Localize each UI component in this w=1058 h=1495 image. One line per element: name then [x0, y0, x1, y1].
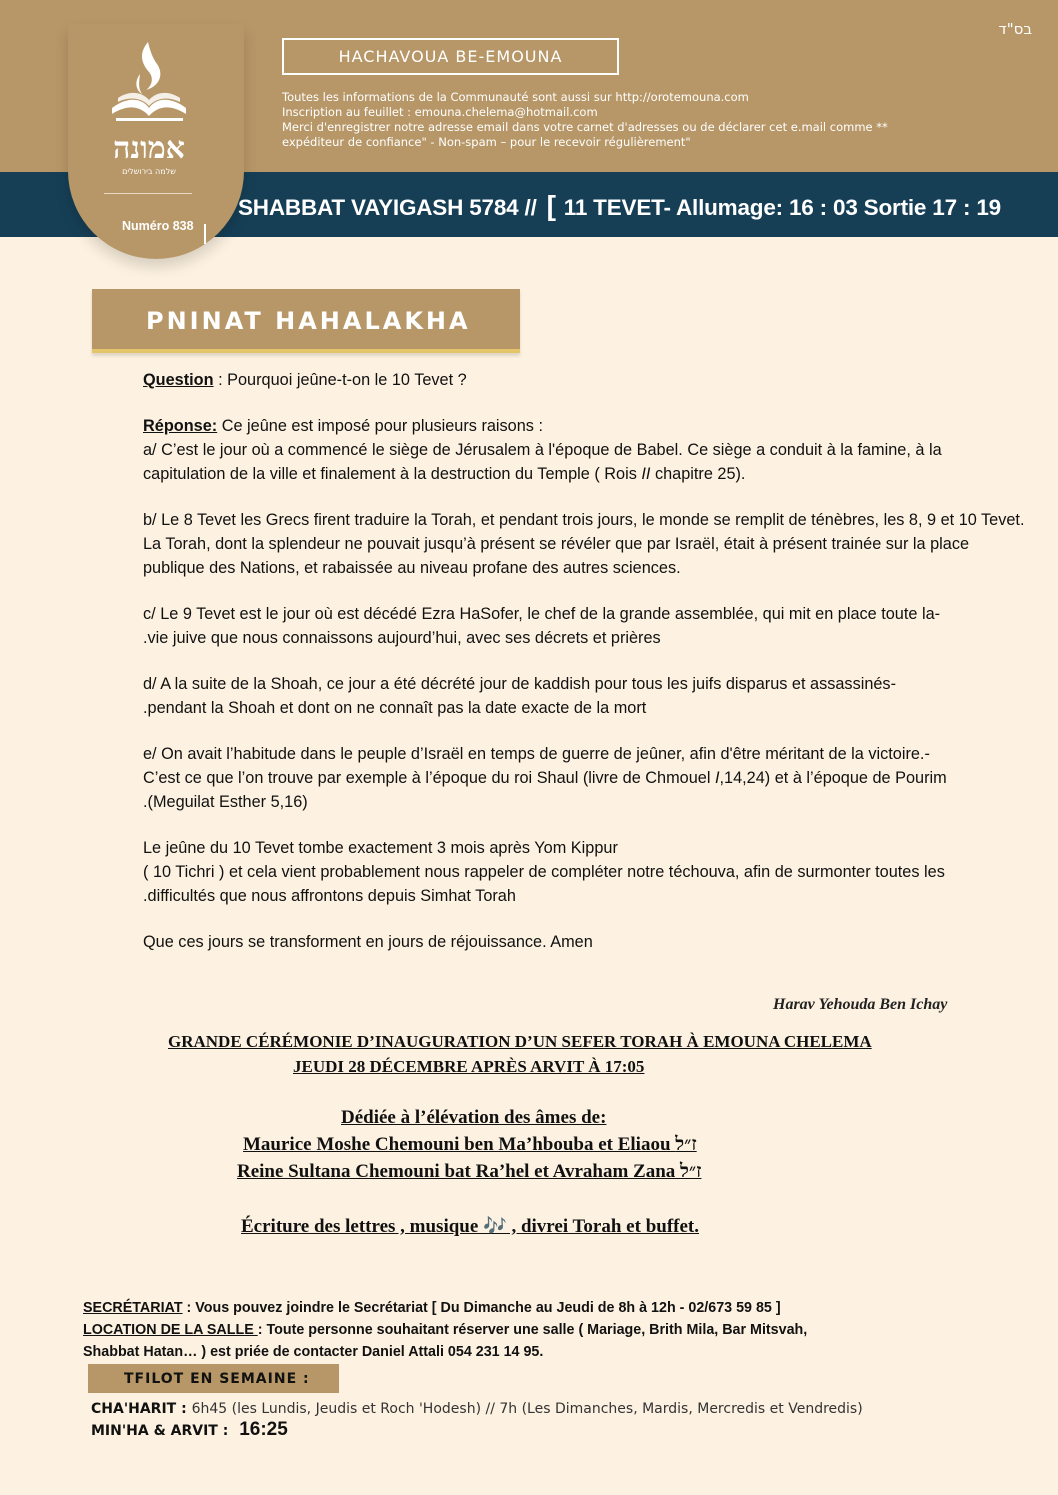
ceremony-date: JEUDI 28 DÉCEMBRE APRÈS ARVIT À 17:05 [293, 1057, 645, 1076]
logo-divider [104, 193, 192, 194]
conclusion-line3: .difficultés que nous affrontons depuis Simhat Torah [143, 887, 516, 905]
shabbat-times [238, 190, 1001, 222]
ceremony-title: GRANDE CÉRÉMONIE D’INAUGURATION D’UN SEFER TORAH À EMOUNA CHELEMA [168, 1032, 872, 1051]
question-text: : Pourquoi jeûne-t-on le 10 Tevet ? [213, 371, 467, 389]
closing-blessing: Que ces jours se transforment en jours de réjouissance. Amen [143, 933, 593, 951]
conclusion-line2: ( 10 Tichri ) et cela vient probablement nous rappeler de compléter notre téchouva, afin de surmonter toutes les [143, 863, 945, 881]
ceremony-dedication: Dédiée à l’élévation des âmes de: [341, 1107, 607, 1128]
reason-d-line1: d/ A la suite de la Shoah, ce jour a été décrété jour de kaddish pour tous les juifs disparus et assassinés- [143, 675, 896, 693]
parasha-name: SHABBAT VAYIGASH 5784 // [238, 195, 537, 220]
secretariat-line [83, 1297, 807, 1319]
chaharit-schedule [91, 1401, 863, 1417]
reason-a-italic: II [641, 465, 651, 483]
info-line-inscription: Inscription au feuillet : emouna.chelema@hotmail.com [282, 105, 598, 119]
reason-e-line3: .(Meguilat Esther 5,16) [143, 793, 308, 811]
question-paragraph [143, 368, 1028, 392]
reason-d [143, 672, 1028, 720]
bracket-mark: [ [546, 190, 556, 221]
reason-e-line2-end: ,14,24) et à l’époque de Pourim [719, 769, 947, 787]
section-title-banner [92, 289, 520, 353]
location-line [83, 1319, 807, 1341]
newsletter-title: HACHAVOUA BE-EMOUNA [282, 38, 619, 75]
question-label: Question [143, 371, 214, 389]
chaharit-times: 6h45 (les Lundis, Jeudis et Roch 'Hodesh) // 7h (Les Dimanches, Mardis, Mercredis et Vendredis) [191, 1401, 863, 1417]
reason-e-line2 [143, 769, 947, 787]
reason-e-line1: e/ On avait l’habitude dans le peuple d’Israël en temps de guerre de jeûner, afin d'être méritant de la victoire.- [143, 745, 930, 763]
reason-a-end: chapitre 25). [650, 465, 746, 483]
reason-b: b/ Le 8 Tevet les Grecs firent traduire la Torah, et pendant trois jours, le monde se remplit de ténèbres, les 8, 9 et 10 Tevet. La Torah, dont la splendeur ne pouvait jusqu’à présent se révéler que par Israël, était à présent trainée sur la place publique des Nations, et rabaissée au niveau profane des autres sciences. [143, 511, 1025, 577]
secretariat-text: : Vous pouvez joindre le Secrétariat [ Du Dimanche au Jeudi de 8h à 12h - 02/673 59 85 ] [182, 1300, 781, 1316]
section-title: PNINAT HAHALAKHA [146, 307, 471, 335]
emouna-logo-icon [102, 38, 197, 178]
reason-c [143, 602, 1028, 650]
answer-label: Réponse: [143, 417, 218, 435]
minha-label: MIN'HA & ARVIT : [91, 1423, 234, 1439]
secretariat-label: SECRÉTARIAT [83, 1300, 183, 1316]
info-line-website: Toutes les informations de la Communauté sont aussi sur http://orotemouna.com [282, 90, 749, 104]
issue-number: Numéro 838 [122, 219, 194, 233]
reason-e-line2-start: C’est ce que l’on trouve par exemple à l’époque du roi Shaul (livre de Chmouel [143, 769, 715, 787]
halakha-article [143, 368, 1028, 976]
answer-paragraph [143, 414, 1028, 486]
conclusion-line1: Le jeûne du 10 Tevet tombe exactement 3 mois après Yom Kippur [143, 839, 618, 857]
info-line-spam-note: expéditeur de confiance" - Non-spam – pour le recevoir régulièrement" [282, 135, 691, 149]
tfilot-title: TFILOT EN SEMAINE : [88, 1364, 339, 1393]
svg-text:שלמה בירושלים: שלמה בירושלים [122, 167, 176, 176]
location-label: LOCATION DE LA SALLE [83, 1322, 258, 1338]
conclusion-paragraph [143, 836, 1028, 908]
answer-intro: Ce jeûne est imposé pour plusieurs raisons : [217, 417, 543, 435]
reason-c-line2: .vie juive que nous connaissons aujourd’hui, avec ses décrets et prières [143, 629, 661, 647]
reason-e [143, 742, 1028, 814]
reason-e-italic: I [714, 769, 720, 787]
author-signature: Harav Yehouda Ben Ichay [773, 996, 948, 1013]
ceremony-name-1: Maurice Moshe Chemouni ben Ma’hbouba et Eliaou ז״ל [243, 1134, 697, 1155]
ceremony-program: Écriture des lettres , musique 🎶 , divrei Torah et buffet. [241, 1216, 699, 1237]
community-info [282, 90, 888, 150]
reason-d-line2: .pendant la Shoah et dont on ne connaît pas la date exacte de la mort [143, 699, 647, 717]
candle-lighting-times: 11 TEVET- Allumage: 16 : 03 Sortie 17 : 19 [563, 195, 1001, 220]
chaharit-label: CHA'HARIT : [91, 1401, 192, 1417]
svg-text:אמונה: אמונה [113, 131, 185, 166]
issue-number-tick [204, 224, 206, 244]
location-text: : Toute personne souhaitant réserver une salle ( Mariage, Brith Mila, Bar Mitsvah, [257, 1322, 808, 1338]
info-line-email-note: Merci d'enregistrer notre adresse email dans votre carnet d'adresses ou de déclarer cet e.mail comme ** [282, 120, 888, 134]
reason-a: a/ C’est le jour où a commencé le siège de Jérusalem à l'époque de Babel. Ce siège a conduit à la famine, à la capitulation de la ville et finalement à la destruction du Temple ( Rois [143, 441, 942, 483]
ceremony-name-2: Reine Sultana Chemouni bat Ra’hel et Avraham Zana ז״ל [237, 1161, 702, 1182]
office-info [83, 1297, 807, 1363]
minha-schedule [91, 1419, 288, 1441]
location-line-2: Shabbat Hatan… ) est priée de contacter Daniel Attali 054 231 14 95. [83, 1344, 544, 1360]
bsd-mark: בס"ד [998, 20, 1032, 38]
minha-time: 16:25 [239, 1419, 288, 1440]
reason-c-line1: c/ Le 9 Tevet est le jour où est décédé Ezra HaSofer, le chef de la grande assemblée, qui mit en place toute la- [143, 605, 941, 623]
